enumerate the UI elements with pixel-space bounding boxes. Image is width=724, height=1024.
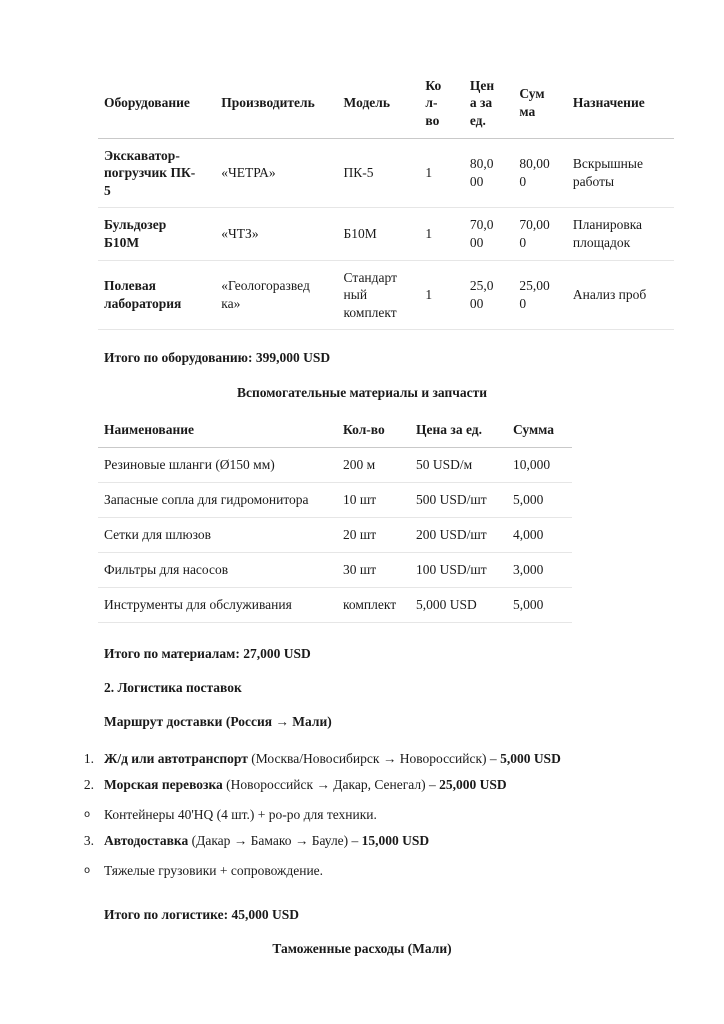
equipment-maker: «ЧТЗ»	[221, 208, 343, 261]
equipment-purpose: Планировка площадок	[573, 208, 674, 261]
materials-header-row	[98, 412, 572, 448]
route-cost: 15,000 USD	[361, 833, 430, 848]
header-unit-price: Цен а за ед.	[470, 68, 520, 139]
equipment-sum: 70,00 0	[519, 208, 573, 261]
equipment-price: 25,0 00	[470, 261, 520, 330]
material-sum: 5,000	[513, 483, 572, 518]
route-path: (Дакар → Бамако → Бауле) –	[188, 833, 362, 848]
table-row	[98, 139, 674, 208]
header-sum: Сум ма	[519, 68, 573, 139]
header-purpose: Назначение	[573, 68, 674, 139]
equipment-name: Экскаватор- погрузчик ПК- 5	[98, 139, 221, 208]
equipment-model: ПК-5	[344, 139, 426, 208]
material-sum: 4,000	[513, 518, 572, 553]
material-name: Инструменты для обслуживания	[98, 588, 343, 623]
material-qty: 30 шт	[343, 553, 416, 588]
route-mode: Морская перевозка	[104, 777, 223, 792]
material-sum: 10,000	[513, 448, 572, 483]
route-path: (Москва/Новосибирск → Новороссийск) –	[247, 751, 501, 766]
equipment-name: Бульдозер Б10М	[98, 208, 221, 261]
equipment-model: Б10М	[344, 208, 426, 261]
list-item-text: Тяжелые грузовики + сопровождение.	[104, 863, 324, 878]
list-item-text: Контейнеры 40'HQ (4 шт.) + ро-ро для техники.	[104, 807, 377, 822]
list-number: 1.	[83, 751, 94, 766]
table-row	[98, 208, 674, 261]
equipment-table	[98, 68, 674, 330]
table-row	[98, 448, 572, 483]
logistics-total: Итого по логистике: 45,000 USD	[104, 907, 299, 922]
route-mode: Автодоставка	[104, 833, 189, 848]
materials-heading: Вспомогательные материалы и запчасти	[236, 385, 488, 400]
material-qty: комплект	[343, 588, 416, 623]
header-item-name: Наименование	[98, 412, 343, 448]
bullet-circle-icon: o	[84, 809, 91, 820]
equipment-sum: 25,00 0	[519, 261, 573, 330]
table-row	[98, 588, 572, 623]
material-name: Сетки для шлюзов	[98, 518, 343, 553]
material-price: 50 USD/м	[416, 448, 513, 483]
equipment-price: 80,0 00	[470, 139, 520, 208]
equipment-qty: 1	[425, 261, 469, 330]
material-sum: 5,000	[513, 588, 572, 623]
equipment-purpose: Вскрышные работы	[573, 139, 674, 208]
equipment-total: Итого по оборудованию: 399,000 USD	[104, 350, 331, 365]
table-row	[98, 483, 572, 518]
bullet-circle-icon: o	[84, 865, 91, 876]
header-equipment: Оборудование	[98, 68, 221, 139]
material-name: Фильтры для насосов	[98, 553, 343, 588]
header-manufacturer: Производитель	[221, 68, 343, 139]
material-price: 200 USD/шт	[416, 518, 513, 553]
table-row	[98, 518, 572, 553]
material-sum: 3,000	[513, 553, 572, 588]
route-cost: 5,000 USD	[500, 751, 561, 766]
material-price: 5,000 USD	[416, 588, 513, 623]
equipment-qty: 1	[425, 208, 469, 261]
section-heading-logistics: 2. Логистика поставок	[104, 680, 242, 695]
material-name: Запасные сопла для гидромонитора	[98, 483, 343, 518]
equipment-sum: 80,00 0	[519, 139, 573, 208]
material-price: 100 USD/шт	[416, 553, 513, 588]
route-mode: Ж/д или автотранспорт	[104, 751, 248, 766]
list-number: 3.	[83, 833, 94, 848]
table-row	[98, 553, 572, 588]
header-model: Модель	[344, 68, 426, 139]
equipment-maker: «Геологоразвед ка»	[221, 261, 343, 330]
materials-table	[98, 412, 572, 623]
equipment-qty: 1	[425, 139, 469, 208]
header-unit-price: Цена за ед.	[416, 412, 513, 448]
customs-heading: Таможенные расходы (Мали)	[272, 941, 452, 956]
material-qty: 20 шт	[343, 518, 416, 553]
header-qty: Ко л- во	[425, 68, 469, 139]
material-name: Резиновые шланги (Ø150 мм)	[98, 448, 343, 483]
equipment-maker: «ЧЕТРА»	[221, 139, 343, 208]
equipment-name: Полевая лаборатория	[98, 261, 221, 330]
material-qty: 200 м	[343, 448, 416, 483]
material-qty: 10 шт	[343, 483, 416, 518]
equipment-model: Стандарт ный комплект	[344, 261, 426, 330]
route-path: (Новороссийск → Дакар, Сенегал) –	[222, 777, 440, 792]
equipment-header-row	[98, 68, 674, 139]
route-cost: 25,000 USD	[439, 777, 507, 792]
materials-total: Итого по материалам: 27,000 USD	[104, 646, 311, 661]
list-number: 2.	[83, 777, 94, 792]
material-price: 500 USD/шт	[416, 483, 513, 518]
header-qty: Кол-во	[343, 412, 416, 448]
route-heading: Маршрут доставки (Россия → Мали)	[104, 714, 332, 729]
table-row	[98, 261, 674, 330]
header-sum: Сумма	[513, 412, 572, 448]
equipment-price: 70,0 00	[470, 208, 520, 261]
equipment-purpose: Анализ проб	[573, 261, 674, 330]
